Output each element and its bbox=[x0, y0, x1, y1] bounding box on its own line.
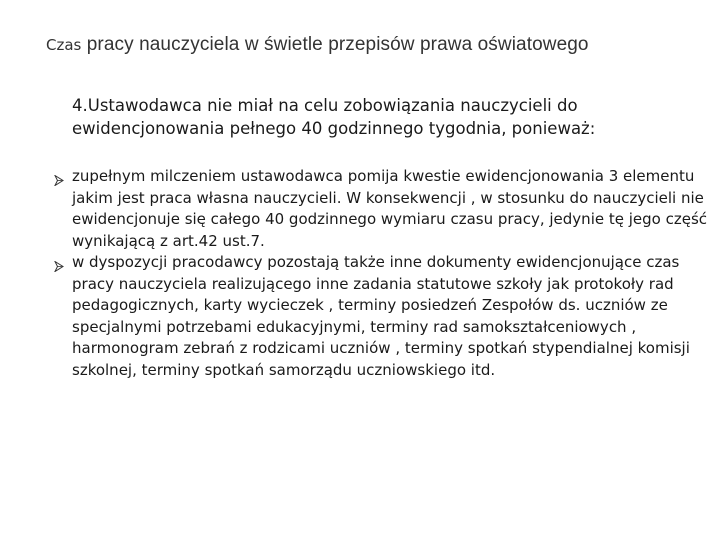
slide-title-main: pracy nauczyciela w świetle przepisów prawa oświatowego bbox=[81, 34, 589, 55]
arrow-bullet-icon bbox=[54, 171, 64, 182]
arrow-bullet-icon bbox=[54, 257, 64, 268]
slide-title bbox=[46, 34, 589, 56]
bullet-text: w dyspozycji pracodawcy pozostają także inne dokumenty ewidencjonujące czas pracy nauczyciela realizującego inne zadania statutowe szkoły jak protokoły rad pedagogicznych, karty wycieczek , terminy posiedzeń Zespołów ds. uczniów ze specjalnymi potrzebami edukacyjnymi, terminy rad samokształceniowych , harmonogram zebrań z rodzicami uczniów , terminy spotkań stypendialnej komisji szkolnej, terminy spotkań samorządu uczniowskiego itd. bbox=[72, 253, 690, 379]
slide-title-prefix: Czas bbox=[46, 36, 82, 54]
list-item bbox=[50, 252, 710, 381]
slide-heading: 4.Ustawodawca nie miał na celu zobowiązania nauczycieli do ewidencjonowania pełnego 40 godzinnego tygodnia, ponieważ: bbox=[72, 96, 596, 138]
list-item bbox=[50, 166, 710, 252]
bullet-list bbox=[50, 166, 710, 381]
bullet-text: zupełnym milczeniem ustawodawca pomija kwestie ewidencjonowania 3 elementu jakim jest praca własna nauczycieli. W konsekwencji , w stosunku do nauczycieli nie ewidencjonuje się całego 40 godzinnego wymiaru czasu pracy, jedynie tę jego część wynikającą z art.42 ust.7. bbox=[72, 167, 708, 250]
